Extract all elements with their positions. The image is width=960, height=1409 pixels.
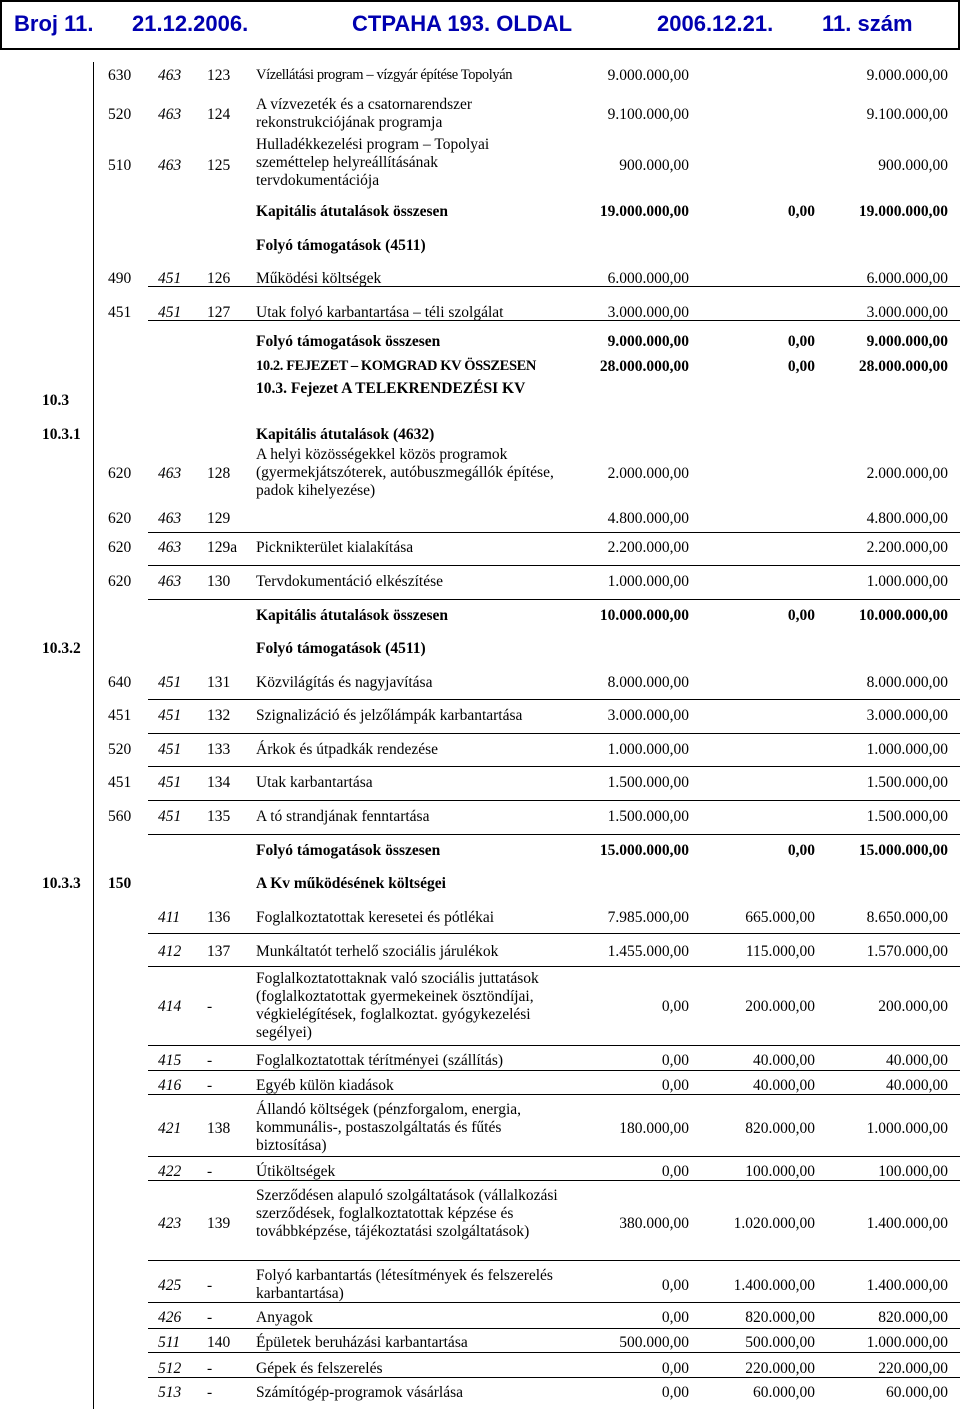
item-description: Foglalkoztatottak térítményei (szállítás) xyxy=(256,1052,504,1069)
item-number: 131 xyxy=(207,674,231,691)
item-description: Hulladékkezelési program – Topolyai szeméttelep helyreállításának tervdokumentációja xyxy=(256,136,490,189)
amount-total: 200.000,00 xyxy=(878,997,948,1015)
amount-source-1: 10.000.000,00 xyxy=(599,607,689,624)
amount-total: 1.570.000,00 xyxy=(866,943,948,960)
account-code: 451 xyxy=(158,741,182,758)
amount-source-1: 0,00 xyxy=(661,1077,689,1094)
amount-source-1: 2.000.000,00 xyxy=(607,464,689,482)
table-row xyxy=(0,970,960,1042)
account-code: 463 xyxy=(158,510,182,527)
table-row xyxy=(0,446,960,500)
row-divider xyxy=(148,1180,960,1181)
amount-source-2: 40.000,00 xyxy=(753,1052,815,1069)
table-row xyxy=(0,640,960,657)
account-code: 414 xyxy=(158,997,182,1015)
item-number: 132 xyxy=(207,707,231,724)
item-description: Tervdokumentáció elkészítése xyxy=(256,573,443,590)
row-divider xyxy=(148,766,960,767)
item-number: - xyxy=(207,1384,213,1401)
section-number: 10.3.2 xyxy=(42,640,81,657)
function-code: 560 xyxy=(108,808,132,825)
item-number: 136 xyxy=(207,909,231,926)
amount-source-1: 1.500.000,00 xyxy=(607,774,689,791)
item-number: - xyxy=(207,1360,213,1377)
item-number: 124 xyxy=(207,105,231,123)
account-code: 451 xyxy=(158,774,182,791)
row-divider xyxy=(148,800,960,801)
amount-total: 220.000,00 xyxy=(878,1360,948,1377)
amount-source-1: 3.000.000,00 xyxy=(607,304,689,321)
section-number: 10.3.3 xyxy=(42,875,81,892)
amount-total: 1.400.000,00 xyxy=(866,1276,948,1294)
amount-source-2: 200.000,00 xyxy=(745,997,815,1015)
row-divider xyxy=(148,599,960,600)
item-description: Szerződésen alapuló szolgáltatások (vállalkozási szerződések, foglalkoztatottak képzése és továbbképzése, tájékoztatási szolgáltatások) xyxy=(256,1187,558,1240)
amount-source-1: 0,00 xyxy=(661,1360,689,1377)
item-description: Folyó támogatások összesen xyxy=(256,842,441,859)
table-row xyxy=(0,607,960,624)
row-divider xyxy=(148,834,960,835)
amount-source-1: 28.000.000,00 xyxy=(599,358,689,375)
amount-source-2: 100.000,00 xyxy=(745,1163,815,1180)
account-code: 463 xyxy=(158,156,182,174)
item-description: Kapitális átutalások (4632) xyxy=(256,426,435,443)
function-code: 490 xyxy=(108,270,132,287)
amount-source-2: 1.020.000,00 xyxy=(733,1214,815,1232)
function-code: 520 xyxy=(108,105,132,123)
item-description: Picknikterület kialakítása xyxy=(256,539,414,556)
account-code: 423 xyxy=(158,1214,182,1232)
account-code: 463 xyxy=(158,464,182,482)
amount-source-1: 1.000.000,00 xyxy=(607,741,689,758)
table-row xyxy=(0,270,960,287)
row-divider xyxy=(148,565,960,566)
amount-total: 2.200.000,00 xyxy=(866,539,948,556)
account-code: 511 xyxy=(158,1334,181,1351)
function-code: 640 xyxy=(108,674,132,691)
amount-source-2: 0,00 xyxy=(787,203,815,220)
amount-total: 2.000.000,00 xyxy=(866,464,948,482)
amount-source-1: 500.000,00 xyxy=(619,1334,689,1351)
table-row xyxy=(0,741,960,758)
row-divider xyxy=(148,532,960,533)
amount-total: 40.000,00 xyxy=(886,1052,948,1069)
account-code: 463 xyxy=(158,573,182,590)
row-divider xyxy=(148,1156,960,1157)
amount-source-1: 380.000,00 xyxy=(619,1214,689,1232)
item-description: Működési költségek xyxy=(256,270,382,287)
amount-source-2: 115.000,00 xyxy=(745,943,815,960)
amount-total: 1.000.000,00 xyxy=(866,741,948,758)
item-description: 10.2. FEJEZET – KOMGRAD KV ÖSSZESEN xyxy=(256,358,536,374)
item-description: Állandó költségek (pénzforgalom, energia, kommunális-, postaszolgáltatás és fűtés biztosítása) xyxy=(256,1101,521,1154)
item-number: - xyxy=(207,1163,213,1180)
item-description: Folyó támogatások (4511) xyxy=(256,237,426,254)
table-row xyxy=(0,842,960,859)
item-number: 139 xyxy=(207,1214,231,1232)
amount-source-1: 9.100.000,00 xyxy=(607,105,689,123)
row-divider xyxy=(148,286,960,287)
amount-source-2: 500.000,00 xyxy=(745,1334,815,1351)
item-description: A Kv működésének költségei xyxy=(256,875,446,892)
amount-source-2: 820.000,00 xyxy=(745,1309,815,1326)
table-row xyxy=(0,380,960,416)
amount-total: 9.100.000,00 xyxy=(866,105,948,123)
item-description: A vízvezeték és a csatornarendszer rekonstrukciójának programja xyxy=(256,96,473,131)
amount-source-2: 60.000,00 xyxy=(753,1384,815,1401)
amount-source-2: 1.400.000,00 xyxy=(733,1276,815,1294)
account-code: 451 xyxy=(158,270,182,287)
table-row xyxy=(0,774,960,791)
table-row xyxy=(0,510,960,527)
account-code: 451 xyxy=(158,674,182,691)
account-code: 463 xyxy=(158,105,182,123)
page-number: CTPAHA 193. OLDAL xyxy=(352,11,573,36)
amount-source-2: 665.000,00 xyxy=(745,909,815,926)
table-row xyxy=(0,1101,960,1155)
amount-total: 100.000,00 xyxy=(878,1163,948,1180)
amount-total: 3.000.000,00 xyxy=(866,707,948,724)
item-description: Folyó támogatások (4511) xyxy=(256,640,426,657)
item-description: Folyó támogatások összesen xyxy=(256,333,441,350)
function-code: 150 xyxy=(108,875,132,892)
amount-total: 1.500.000,00 xyxy=(866,808,948,825)
table-row xyxy=(0,1163,960,1180)
item-description: A helyi közösségekkel közös programok (gyermekjátszóterek, autóbuszmegállók építése, padok kihelyezése) xyxy=(256,446,554,499)
item-number: 140 xyxy=(207,1334,231,1351)
item-number: 129a xyxy=(207,539,238,556)
item-number: - xyxy=(207,997,213,1015)
table-row xyxy=(0,1077,960,1094)
item-number: 137 xyxy=(207,943,231,960)
table-row xyxy=(0,943,960,960)
account-code: 421 xyxy=(158,1119,182,1137)
item-description: A tó strandjának fenntartása xyxy=(256,808,430,825)
function-code: 620 xyxy=(108,464,132,482)
table-row xyxy=(0,1187,960,1259)
item-number: 133 xyxy=(207,741,231,758)
account-code: 451 xyxy=(158,808,182,825)
table-row xyxy=(0,1384,960,1401)
table-row xyxy=(0,1334,960,1351)
table-row xyxy=(0,333,960,350)
item-description: Útiköltségek xyxy=(256,1163,336,1180)
account-code: 416 xyxy=(158,1077,182,1094)
row-divider xyxy=(148,1377,960,1378)
item-description: Közvilágítás és nagyjavítása xyxy=(256,674,433,691)
issue-number: Broj 11. xyxy=(14,11,94,36)
account-code: 422 xyxy=(158,1163,182,1180)
amount-source-2: 220.000,00 xyxy=(745,1360,815,1377)
item-description: Szignalizáció és jelzőlámpák karbantartása xyxy=(256,707,523,724)
amount-total: 1.000.000,00 xyxy=(866,573,948,590)
item-description: Épületek beruházási karbantartása xyxy=(256,1334,468,1351)
row-divider xyxy=(148,1070,960,1071)
amount-total: 10.000.000,00 xyxy=(858,607,948,624)
amount-total: 3.000.000,00 xyxy=(866,304,948,321)
amount-total: 900.000,00 xyxy=(878,156,948,174)
section-number: 10.3.1 xyxy=(42,426,81,443)
table-row xyxy=(0,237,960,254)
item-number: 128 xyxy=(207,464,231,482)
amount-total: 1.400.000,00 xyxy=(866,1214,948,1232)
amount-source-1: 8.000.000,00 xyxy=(607,674,689,691)
item-description: Anyagok xyxy=(256,1309,313,1326)
amount-total: 9.000.000,00 xyxy=(866,67,948,84)
page-header xyxy=(0,0,960,50)
row-divider xyxy=(148,966,960,967)
item-description: Gépek és felszerelés xyxy=(256,1360,383,1377)
item-number: 138 xyxy=(207,1119,231,1137)
table-row xyxy=(0,674,960,691)
table-row xyxy=(0,426,960,443)
amount-total: 4.800.000,00 xyxy=(866,510,948,527)
amount-source-1: 0,00 xyxy=(661,1309,689,1326)
account-code: 412 xyxy=(158,943,182,960)
table-row xyxy=(0,808,960,825)
section-number: 10.3 xyxy=(42,391,70,409)
amount-source-1: 15.000.000,00 xyxy=(599,842,689,859)
account-code: 415 xyxy=(158,1052,182,1069)
amount-source-1: 0,00 xyxy=(661,997,689,1015)
table-row xyxy=(0,573,960,590)
table-row xyxy=(0,539,960,556)
function-code: 451 xyxy=(108,707,132,724)
item-number: 130 xyxy=(207,573,231,590)
item-description: Utak folyó karbantartása – téli szolgálat xyxy=(256,304,504,321)
amount-source-1: 4.800.000,00 xyxy=(607,510,689,527)
table-row xyxy=(0,1267,960,1303)
amount-source-1: 6.000.000,00 xyxy=(607,270,689,287)
function-code: 510 xyxy=(108,156,132,174)
row-divider xyxy=(148,933,960,934)
item-number: - xyxy=(207,1052,213,1069)
item-description: Egyéb külön kiadások xyxy=(256,1077,394,1094)
function-code: 520 xyxy=(108,741,132,758)
item-description: Számítógép-programok vásárlása xyxy=(256,1384,464,1401)
item-description: Foglalkoztatottaknak való szociális juttatások (foglalkoztatottak gyermekeinek ösztöndíjai, végkielégítések, foglalkoztat. gyógykezelési segélyei) xyxy=(256,970,539,1041)
amount-source-1: 0,00 xyxy=(661,1384,689,1401)
amount-total: 8.650.000,00 xyxy=(866,909,948,926)
function-code: 451 xyxy=(108,774,132,791)
table-row xyxy=(0,96,960,132)
table-row xyxy=(0,203,960,220)
amount-source-1: 7.985.000,00 xyxy=(607,909,689,926)
amount-total: 8.000.000,00 xyxy=(866,674,948,691)
function-code: 620 xyxy=(108,510,132,527)
table-row xyxy=(0,1309,960,1326)
amount-source-1: 1.000.000,00 xyxy=(607,573,689,590)
account-code: 451 xyxy=(158,707,182,724)
row-divider xyxy=(148,1094,960,1095)
account-code: 513 xyxy=(158,1384,182,1401)
item-description: Kapitális átutalások összesen xyxy=(256,203,449,220)
row-divider xyxy=(148,1302,960,1303)
header-date-alt: 2006.12.21. xyxy=(657,11,774,36)
amount-total: 28.000.000,00 xyxy=(858,358,948,375)
item-description: 10.3. Fejezet A TELEKRENDEZÉSI KV xyxy=(256,380,526,397)
table-row xyxy=(0,136,960,194)
table-row xyxy=(0,707,960,724)
table-row xyxy=(0,304,960,321)
amount-total: 19.000.000,00 xyxy=(858,203,948,220)
function-code: 451 xyxy=(108,304,132,321)
item-description: Folyó karbantartás (létesítmények és felszerelés karbantartása) xyxy=(256,1267,553,1302)
item-number: 129 xyxy=(207,510,231,527)
amount-total: 15.000.000,00 xyxy=(858,842,948,859)
function-code: 620 xyxy=(108,573,132,590)
item-number: 123 xyxy=(207,67,231,84)
amount-total: 6.000.000,00 xyxy=(866,270,948,287)
amount-source-1: 19.000.000,00 xyxy=(599,203,689,220)
account-code: 463 xyxy=(158,67,182,84)
item-number: 135 xyxy=(207,808,231,825)
table-row xyxy=(0,358,960,375)
row-divider xyxy=(148,1045,960,1046)
account-code: 426 xyxy=(158,1309,182,1326)
table-row xyxy=(0,1360,960,1377)
amount-source-2: 40.000,00 xyxy=(753,1077,815,1094)
amount-source-1: 3.000.000,00 xyxy=(607,707,689,724)
item-description: Árkok és útpadkák rendezése xyxy=(256,741,439,758)
amount-total: 40.000,00 xyxy=(886,1077,948,1094)
amount-source-1: 2.200.000,00 xyxy=(607,539,689,556)
amount-source-1: 0,00 xyxy=(661,1276,689,1294)
row-divider xyxy=(148,1260,960,1261)
amount-source-1: 0,00 xyxy=(661,1052,689,1069)
item-description: Utak karbantartása xyxy=(256,774,373,791)
amount-total: 1.000.000,00 xyxy=(866,1334,948,1351)
table-row xyxy=(0,909,960,926)
amount-source-1: 1.455.000,00 xyxy=(607,943,689,960)
issue-label: 11. szám xyxy=(822,11,913,36)
amount-source-2: 0,00 xyxy=(787,333,815,350)
amount-total: 60.000,00 xyxy=(886,1384,948,1401)
amount-source-1: 180.000,00 xyxy=(619,1119,689,1137)
account-code: 463 xyxy=(158,539,182,556)
amount-source-1: 0,00 xyxy=(661,1163,689,1180)
account-code: 411 xyxy=(158,909,181,926)
item-description: Vízellátási program – vízgyár építése Topolyán xyxy=(256,67,513,83)
table-row xyxy=(0,67,960,84)
item-number: 134 xyxy=(207,774,231,791)
item-description: Kapitális átutalások összesen xyxy=(256,607,449,624)
account-code: 425 xyxy=(158,1276,182,1294)
amount-total: 9.000.000,00 xyxy=(866,333,948,350)
account-code: 512 xyxy=(158,1360,182,1377)
item-number: 126 xyxy=(207,270,231,287)
item-number: 127 xyxy=(207,304,231,321)
amount-total: 820.000,00 xyxy=(878,1309,948,1326)
amount-source-2: 0,00 xyxy=(787,842,815,859)
amount-source-1: 9.000.000,00 xyxy=(607,67,689,84)
row-divider xyxy=(148,1328,960,1329)
function-code: 630 xyxy=(108,67,132,84)
amount-source-2: 820.000,00 xyxy=(745,1119,815,1137)
table-row xyxy=(0,875,960,892)
amount-source-1: 9.000.000,00 xyxy=(607,333,689,350)
amount-source-1: 900.000,00 xyxy=(619,156,689,174)
row-divider xyxy=(148,733,960,734)
amount-total: 1.000.000,00 xyxy=(866,1119,948,1137)
amount-total: 1.500.000,00 xyxy=(866,774,948,791)
table-row xyxy=(0,1052,960,1069)
item-number: - xyxy=(207,1309,213,1326)
amount-source-2: 0,00 xyxy=(787,607,815,624)
function-code: 620 xyxy=(108,539,132,556)
amount-source-2: 0,00 xyxy=(787,358,815,375)
header-date: 21.12.2006. xyxy=(132,11,249,36)
item-number: - xyxy=(207,1077,213,1094)
amount-source-1: 1.500.000,00 xyxy=(607,808,689,825)
item-description: Foglalkoztatottak keresetei és pótlékai xyxy=(256,909,495,926)
row-divider xyxy=(148,1352,960,1353)
account-code: 451 xyxy=(158,304,182,321)
item-description: Munkáltatót terhelő szociális járulékok xyxy=(256,943,499,960)
item-number: - xyxy=(207,1276,213,1294)
row-divider xyxy=(148,699,960,700)
item-number: 125 xyxy=(207,156,231,174)
row-divider xyxy=(148,320,960,321)
